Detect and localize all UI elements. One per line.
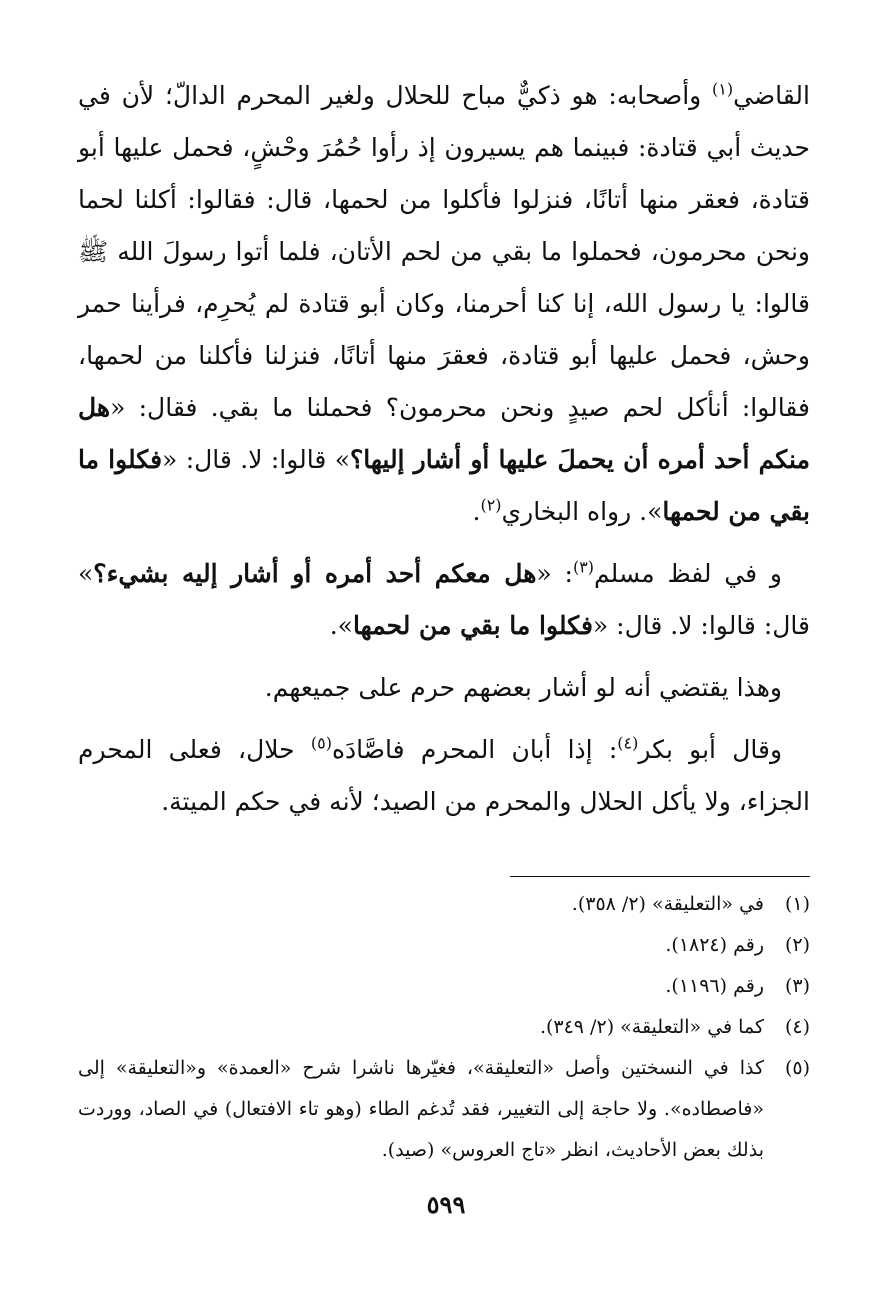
hadith-quote: هل معكم أحد أمره أو أشار إليه بشيء؟ [93,559,537,588]
footnote-number: (٥) [784,1057,810,1079]
footnote-text: رقم (١١٩٦). [665,975,764,997]
paragraph-4 [78,724,810,828]
text: حلال، فعلى المحرم الجزاء، ولا يأكل الحلال والمحرم من الصيد؛ لأنه في حكم الميتة. [78,735,810,816]
hadith-quote: فكلوا ما بقي من لحمها [78,445,810,526]
footnote-ref-2: (٢) [480,495,502,515]
footnotes [78,884,810,1171]
footnote-ref-5: (٥) [310,733,332,753]
text: ». [329,611,353,640]
text: ». رواه البخاري [501,497,663,526]
text: : « [536,559,573,588]
footnote-4 [78,1007,810,1048]
footnote-text: كذا في النسختين وأصل «التعليقة»، فغيّرها ناشرا شرح «العمدة» و«التعليقة» إلى «فاصطاده». ولا حاجة إلى التغيير، فقد تُدغم الطاء (وهو تاء الافتعال) في الصاد، ووردت بذلك بعض الأحاديث، انظر «تاج العروس» (صيد). [78,1057,764,1161]
footnote-3 [78,966,810,1007]
text: و في لفظ مسلم [594,559,782,588]
footnote-divider [510,876,810,877]
footnote-1 [78,884,810,925]
footnote-number: (٤) [784,1016,810,1038]
footnote-2 [78,925,810,966]
footnote-text: كما في «التعليقة» (٢/ ٣٤٩). [539,1016,764,1038]
text: : إذا أبان المحرم فاصَّادَه [331,735,618,764]
text: . [472,497,481,526]
paragraph-3: وهذا يقتضي أنه لو أشار بعضهم حرم على جميعهم. [264,673,782,702]
footnote-ref-3: (٣) [572,557,595,577]
text: القاضي [733,81,810,110]
paragraph-1 [78,70,810,538]
text: وأصحابه: هو ذكيٌّ مباح للحلال ولغير المحرم الدالّ؛ لأن في حديث أبي قتادة: فبينما هم يسيرون إذ رأوا حُمُرَ وحْشٍ، فحمل عليها أبو قتادة، فعقر منها أتانًا، فنزلوا فأكلوا من لحمها، قال: فقالوا: أكلنا لحما ونحن محرمون، فحملوا ما بقي من لحم الأتان، فلما أتوا رسولَ الله ﷺ قالوا: يا رسول الله، إنا كنا أحرمنا، وكان أبو قتادة لم يُحرِم، فرأينا حمر وحش، فحمل عليها أبو قتادة، فعقرَ منها أتانًا، فنزلنا فأكلنا من لحمها، فقالوا: أنأكل لحم صيدٍ ونحن محرمون؟ فحملنا ما بقي. فقال: « [78,81,810,422]
paragraph-2 [78,548,810,652]
text: وقال أبو بكر [638,735,783,764]
footnote-5 [78,1048,810,1171]
footnote-ref-1: (١) [712,79,734,99]
footnote-text: في «التعليقة» (٢/ ٣٥٨). [571,893,764,915]
footnote-number: (٣) [784,975,810,997]
hadith-quote: فكلوا ما بقي من لحمها [352,611,593,640]
text: » قال: قالوا: لا. قال: « [78,559,810,640]
footnote-number: (١) [784,893,810,915]
footnote-text: رقم (١٨٢٤). [665,934,764,956]
footnote-number: (٢) [784,934,810,956]
page-number: ٥٩٩ [426,1190,466,1219]
text: » قالوا: لا. قال: « [162,445,350,474]
footnote-ref-4: (٤) [617,733,639,753]
hadith-quote: هل منكم أحد أمره أن يحملَ عليها أو أشار إليها؟ [78,393,810,474]
